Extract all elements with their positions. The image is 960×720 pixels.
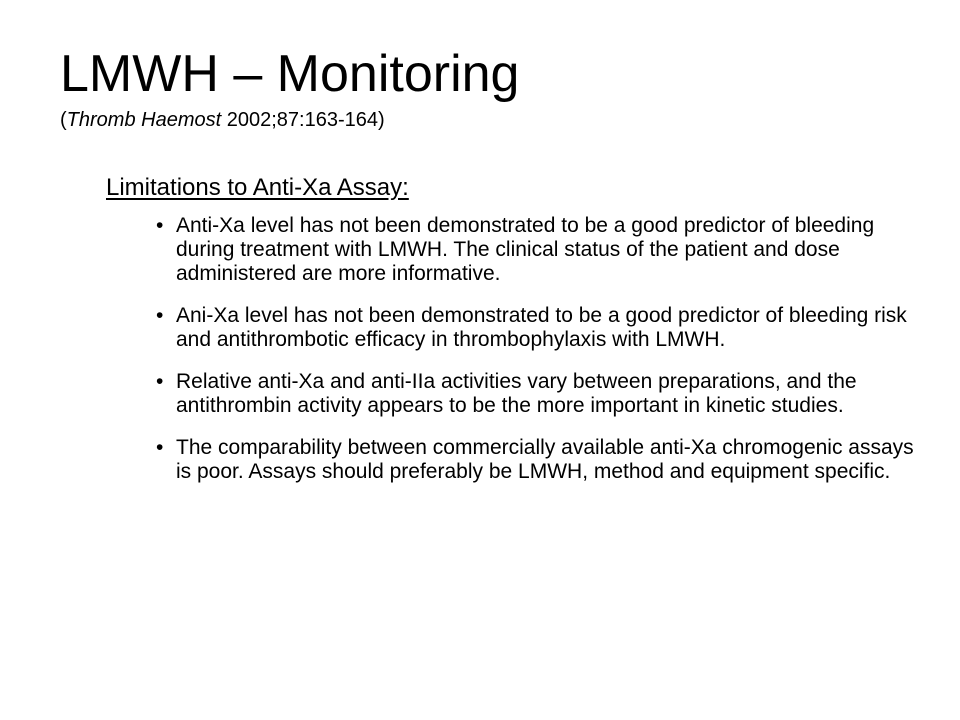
bullet-item: [156, 436, 916, 484]
bullet-text: Relative anti-Xa and anti-IIa activities vary between preparations, and the antithrombin activity appears to be the more important in kinetic studies.: [176, 370, 857, 417]
bullet-text: Ani-Xa level has not been demonstrated to be a good predictor of bleeding risk and antithrombotic efficacy in thrombophylaxis with LMWH.: [176, 304, 907, 351]
bullet-item: [156, 370, 916, 418]
bullet-item: [156, 304, 916, 352]
bullet-list: [156, 214, 916, 502]
citation-open-paren: (: [60, 109, 67, 131]
bullet-text: The comparability between commercially available anti-Xa chromogenic assays is poor. Assays should preferably be LMWH, method and equipment specific.: [176, 436, 914, 483]
citation-details: 2002;87:163-164): [221, 109, 385, 131]
bullet-text: Anti-Xa level has not been demonstrated to be a good predictor of bleeding during treatment with LMWH. The clinical status of the patient and dose administered are more informative.: [176, 214, 875, 285]
bullet-icon: •: [156, 304, 164, 327]
bullet-item: [156, 214, 916, 286]
citation-journal: Thromb Haemost: [66, 109, 222, 131]
subheading: Limitations to Anti-Xa Assay:: [106, 174, 409, 201]
title-block: [60, 42, 920, 134]
bullet-icon: •: [156, 370, 164, 393]
slide-title: LMWH – Monitoring: [60, 45, 520, 103]
citation: [60, 106, 920, 134]
bullet-icon: •: [156, 436, 164, 459]
bullet-icon: •: [156, 214, 164, 237]
